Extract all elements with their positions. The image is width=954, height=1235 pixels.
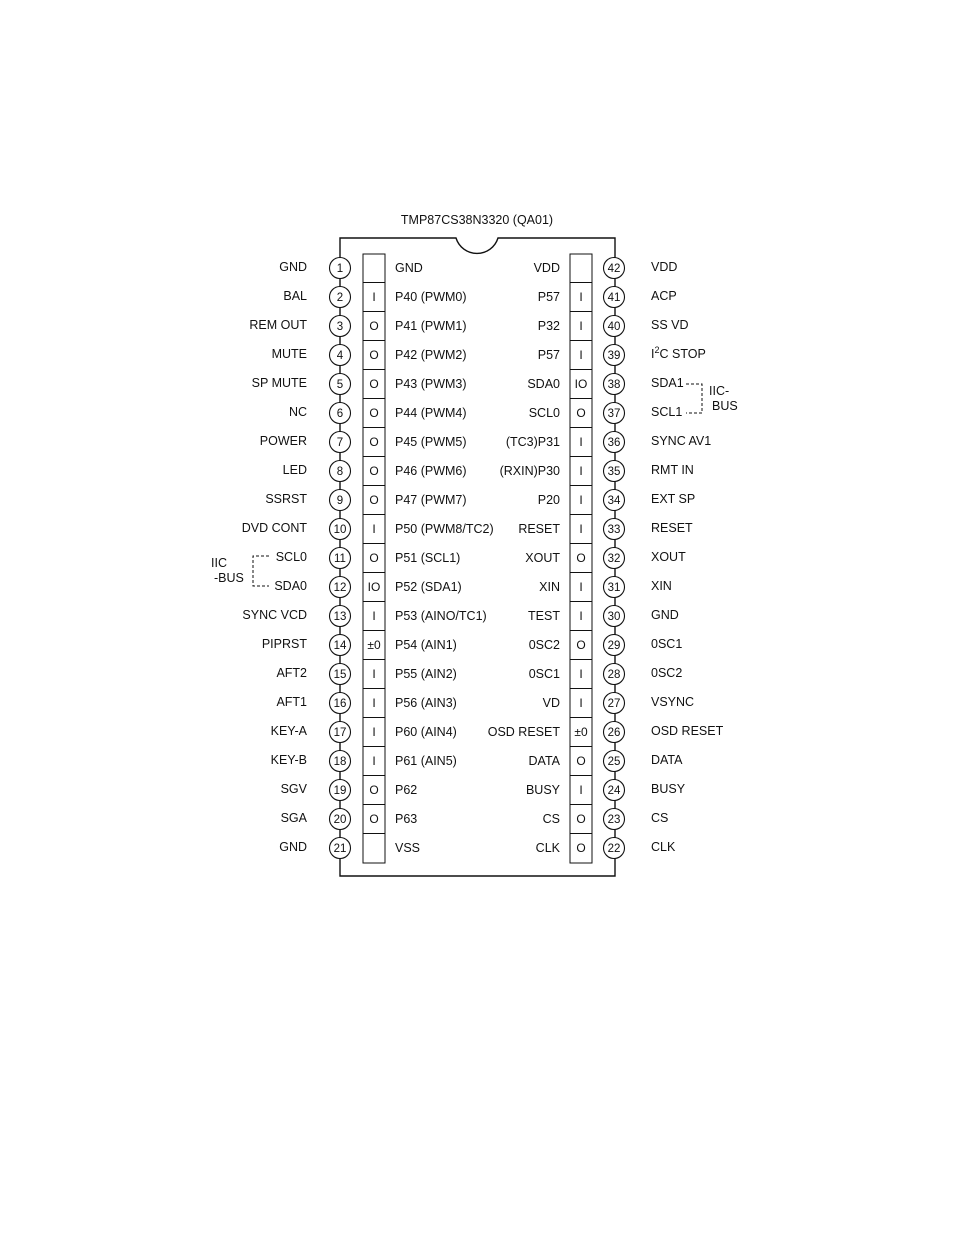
external-signal: DVD CONT xyxy=(241,521,307,535)
port-name: DATA xyxy=(528,754,560,768)
pin-9 xyxy=(265,486,466,511)
external-signal: 0SC1 xyxy=(651,637,683,651)
external-signal: $I^2C$ STOP xyxy=(651,345,706,361)
port-name: P42 (PWM2) xyxy=(395,348,467,362)
io-direction: I xyxy=(579,783,583,797)
port-name: (RXIN)P30 xyxy=(499,464,560,478)
external-signal: SSRST xyxy=(265,492,307,506)
port-name: P50 (PWM8/TC2) xyxy=(395,522,494,536)
pin-number: 8 xyxy=(336,466,344,478)
external-signal: SDA0 xyxy=(274,579,307,593)
pin-29 xyxy=(529,631,683,656)
pin-32 xyxy=(525,544,686,569)
port-name: 0SC2 xyxy=(528,638,560,652)
pin-number: 20 xyxy=(333,814,347,826)
io-direction: I xyxy=(579,696,583,710)
port-name: VD xyxy=(542,696,560,710)
pin-28 xyxy=(529,660,683,685)
right-bus-label-line2: BUS xyxy=(712,399,738,413)
pin-2 xyxy=(283,283,466,308)
port-name: CS xyxy=(542,812,560,826)
pin-34 xyxy=(538,486,695,511)
pin-number: 17 xyxy=(333,727,347,739)
left-iic-bus-bracket xyxy=(211,556,269,586)
pin-number: 31 xyxy=(607,582,621,594)
pin-22 xyxy=(536,834,676,859)
io-direction: I xyxy=(579,319,583,333)
pin-3 xyxy=(249,312,466,337)
pin-number: 5 xyxy=(336,379,344,391)
external-signal: MUTE xyxy=(271,347,307,361)
pin-number: 6 xyxy=(336,408,344,420)
external-signal: GND xyxy=(279,840,307,854)
pin-12 xyxy=(274,573,461,598)
external-signal: KEY-A xyxy=(270,724,307,738)
io-direction: I xyxy=(372,725,376,739)
pin-number: 19 xyxy=(333,785,347,797)
external-signal: VSYNC xyxy=(651,695,695,709)
port-name: P57 xyxy=(537,290,560,304)
port-name: P56 (AIN3) xyxy=(395,696,457,710)
external-signal: VDD xyxy=(651,260,678,274)
external-signal: BUSY xyxy=(651,782,686,796)
right-iic-bus-bracket xyxy=(686,384,738,413)
port-name: P44 (PWM4) xyxy=(395,406,467,420)
io-direction: I xyxy=(579,493,583,507)
port-name: P32 xyxy=(537,319,560,333)
port-name: P63 xyxy=(395,812,418,826)
io-direction: I xyxy=(579,667,583,681)
external-signal: REM OUT xyxy=(249,318,307,332)
pin-24 xyxy=(526,776,686,801)
port-name: 0SC1 xyxy=(528,667,560,681)
port-name: P20 xyxy=(537,493,560,507)
pin-1 xyxy=(279,258,423,279)
pin-number: 40 xyxy=(607,321,621,333)
io-direction: I xyxy=(579,580,583,594)
io-direction: O xyxy=(369,812,379,826)
port-name: P46 (PWM6) xyxy=(395,464,467,478)
pin-41 xyxy=(538,283,677,308)
pin-16 xyxy=(276,689,456,714)
external-signal: GND xyxy=(651,608,679,622)
io-direction: O xyxy=(576,406,586,420)
pin-35 xyxy=(500,457,694,482)
pin-42 xyxy=(534,258,678,279)
port-name: RESET xyxy=(518,522,560,536)
pin-27 xyxy=(543,689,694,714)
pin-number: 10 xyxy=(333,524,347,536)
pin-number: 27 xyxy=(607,698,621,710)
external-signal: KEY-B xyxy=(270,753,307,767)
io-direction: I xyxy=(579,435,583,449)
external-signal: GND xyxy=(279,260,307,274)
pin-number: 25 xyxy=(607,756,621,768)
pin-number: 9 xyxy=(336,495,344,507)
io-direction: I xyxy=(372,754,376,768)
pin-number: 42 xyxy=(607,263,621,275)
external-signal: SGA xyxy=(280,811,307,825)
left-bus-label-line2: -BUS xyxy=(214,571,244,585)
io-direction: O xyxy=(369,377,379,391)
external-signal: BAL xyxy=(283,289,307,303)
pin-number: 7 xyxy=(336,437,344,449)
port-name: P40 (PWM0) xyxy=(395,290,467,304)
external-signal: SP MUTE xyxy=(251,376,307,390)
pin-number: 24 xyxy=(607,785,621,797)
io-direction: I xyxy=(372,667,376,681)
port-name: CLK xyxy=(535,841,560,855)
port-name: SDA0 xyxy=(527,377,560,391)
port-name: P51 (SCL1) xyxy=(395,551,461,565)
io-direction: I xyxy=(579,348,583,362)
pin-number: 30 xyxy=(607,611,621,623)
port-name: TEST xyxy=(528,609,560,623)
pin-number: 12 xyxy=(333,582,347,594)
port-name: GND xyxy=(395,261,423,275)
port-name: OSD RESET xyxy=(487,725,560,739)
io-direction: O xyxy=(576,754,586,768)
pin-number: 15 xyxy=(333,669,347,681)
external-signal: DATA xyxy=(651,753,683,767)
external-signal: CLK xyxy=(651,840,676,854)
right-bus-label-line1: IIC- xyxy=(709,384,730,398)
left-bus-label-line1: IIC xyxy=(211,556,227,570)
pin-15 xyxy=(276,660,456,685)
pin-26 xyxy=(488,718,724,743)
pin-11 xyxy=(276,544,461,569)
io-direction: I xyxy=(372,696,376,710)
port-name: P61 (AIN5) xyxy=(395,754,457,768)
io-direction: O xyxy=(369,493,379,507)
pin-number: 14 xyxy=(333,640,347,652)
port-name: P60 (AIN4) xyxy=(395,725,457,739)
pin-36 xyxy=(506,428,711,453)
pin-6 xyxy=(289,399,467,424)
io-direction: IO xyxy=(574,377,588,391)
external-signal: SGV xyxy=(280,782,307,796)
external-signal: SDA1 xyxy=(651,376,684,390)
external-signal: 0SC2 xyxy=(651,666,683,680)
io-direction: ±0 xyxy=(574,725,588,739)
io-direction: ±0 xyxy=(367,638,381,652)
chip-title: TMP87CS38N3320 (QA01) xyxy=(400,213,554,227)
io-direction: O xyxy=(369,319,379,333)
port-name: P41 (PWM1) xyxy=(395,319,467,333)
pin-19 xyxy=(281,776,418,801)
pin-number: 13 xyxy=(333,611,347,623)
pin-33 xyxy=(518,515,693,540)
io-direction: O xyxy=(369,464,379,478)
io-direction: O xyxy=(369,348,379,362)
pin-number: 29 xyxy=(607,640,621,652)
port-name: SCL0 xyxy=(528,406,560,420)
pin-30 xyxy=(528,602,679,627)
pin-20 xyxy=(281,805,418,830)
port-name: P62 xyxy=(395,783,418,797)
pin-number: 18 xyxy=(333,756,347,768)
external-signal: AFT2 xyxy=(276,666,307,680)
pin-number: 2 xyxy=(336,292,344,304)
external-signal: POWER xyxy=(259,434,307,448)
external-signal: PIPRST xyxy=(261,637,307,651)
port-name: VDD xyxy=(533,261,560,275)
external-signal: RMT IN xyxy=(651,463,694,477)
port-name: P53 (AINO/TC1) xyxy=(395,609,487,623)
port-name: P54 (AIN1) xyxy=(395,638,457,652)
port-name: P43 (PWM3) xyxy=(395,377,467,391)
pin-8 xyxy=(283,457,467,482)
external-signal: XOUT xyxy=(651,550,686,564)
io-direction: O xyxy=(576,812,586,826)
pin-5 xyxy=(252,370,467,395)
port-name: P47 (PWM7) xyxy=(395,493,467,507)
io-direction: I xyxy=(372,609,376,623)
external-signal: CS xyxy=(651,811,669,825)
pin-number: 34 xyxy=(607,495,621,507)
pin-18 xyxy=(271,747,457,772)
pin-number: 4 xyxy=(336,350,344,362)
io-direction: O xyxy=(369,783,379,797)
external-signal: EXT SP xyxy=(651,492,696,506)
pin-number: 28 xyxy=(607,669,621,681)
port-name: XOUT xyxy=(525,551,560,565)
right-pin-column xyxy=(488,254,724,863)
external-signal: AFT1 xyxy=(276,695,307,709)
external-signal: ACP xyxy=(651,289,677,303)
port-name: P45 (PWM5) xyxy=(395,435,467,449)
pin-40 xyxy=(538,312,689,337)
pin-number: 39 xyxy=(607,350,621,362)
external-signal: SYNC AV1 xyxy=(651,434,712,448)
pin-number: 11 xyxy=(334,553,346,565)
port-name: P55 (AIN2) xyxy=(395,667,457,681)
external-signal: RESET xyxy=(651,521,693,535)
pin-23 xyxy=(543,805,669,830)
pin-number: 1 xyxy=(336,263,344,275)
pin-number: 32 xyxy=(607,553,621,565)
pin-number: 37 xyxy=(607,408,621,420)
io-direction: O xyxy=(576,841,586,855)
pin-number: 36 xyxy=(607,437,621,449)
port-name: VSS xyxy=(395,841,421,855)
external-signal: NC xyxy=(288,405,307,419)
pin-number: 22 xyxy=(607,843,621,855)
io-direction: I xyxy=(372,290,376,304)
external-signal: SS VD xyxy=(651,318,689,332)
io-direction: O xyxy=(576,638,586,652)
pin-38 xyxy=(527,370,683,395)
pin-17 xyxy=(271,718,457,743)
pin-number: 26 xyxy=(607,727,621,739)
io-direction: I xyxy=(579,290,583,304)
pin-31 xyxy=(539,573,672,598)
pin-number: 35 xyxy=(607,466,621,478)
external-signal: SCL1 xyxy=(651,405,683,419)
pin-13 xyxy=(242,602,486,627)
pin-number: 41 xyxy=(607,292,621,304)
port-name: P57 xyxy=(537,348,560,362)
pin-37 xyxy=(529,399,683,424)
pin-21 xyxy=(279,834,420,859)
external-signal: SCL0 xyxy=(275,550,307,564)
io-direction: O xyxy=(576,551,586,565)
io-direction: I xyxy=(372,522,376,536)
pin-number: 23 xyxy=(607,814,621,826)
pin-25 xyxy=(529,747,684,772)
io-direction: I xyxy=(579,464,583,478)
external-signal: SYNC VCD xyxy=(242,608,307,622)
pin-39 xyxy=(538,341,706,366)
pin-number: 38 xyxy=(607,379,621,391)
chip-body xyxy=(340,238,615,876)
io-direction: I xyxy=(579,609,583,623)
port-name: XIN xyxy=(539,580,560,594)
port-name: BUSY xyxy=(525,783,560,797)
left-pin-column xyxy=(242,254,494,863)
io-direction: O xyxy=(369,406,379,420)
pin-number: 16 xyxy=(333,698,347,710)
pin-number: 21 xyxy=(333,843,347,855)
external-signal: LED xyxy=(282,463,307,477)
external-signal: OSD RESET xyxy=(651,724,724,738)
port-name: P52 (SDA1) xyxy=(395,580,462,594)
port-name: (TC3)P31 xyxy=(505,435,560,449)
pin-10 xyxy=(242,515,494,540)
io-direction: I xyxy=(579,522,583,536)
io-direction: O xyxy=(369,435,379,449)
io-direction: IO xyxy=(367,580,381,594)
pin-14 xyxy=(262,631,457,656)
pin-number: 33 xyxy=(607,524,621,536)
external-signal: XIN xyxy=(651,579,672,593)
pin-4 xyxy=(272,341,467,366)
io-direction: O xyxy=(369,551,379,565)
pin-number: 3 xyxy=(336,321,344,333)
